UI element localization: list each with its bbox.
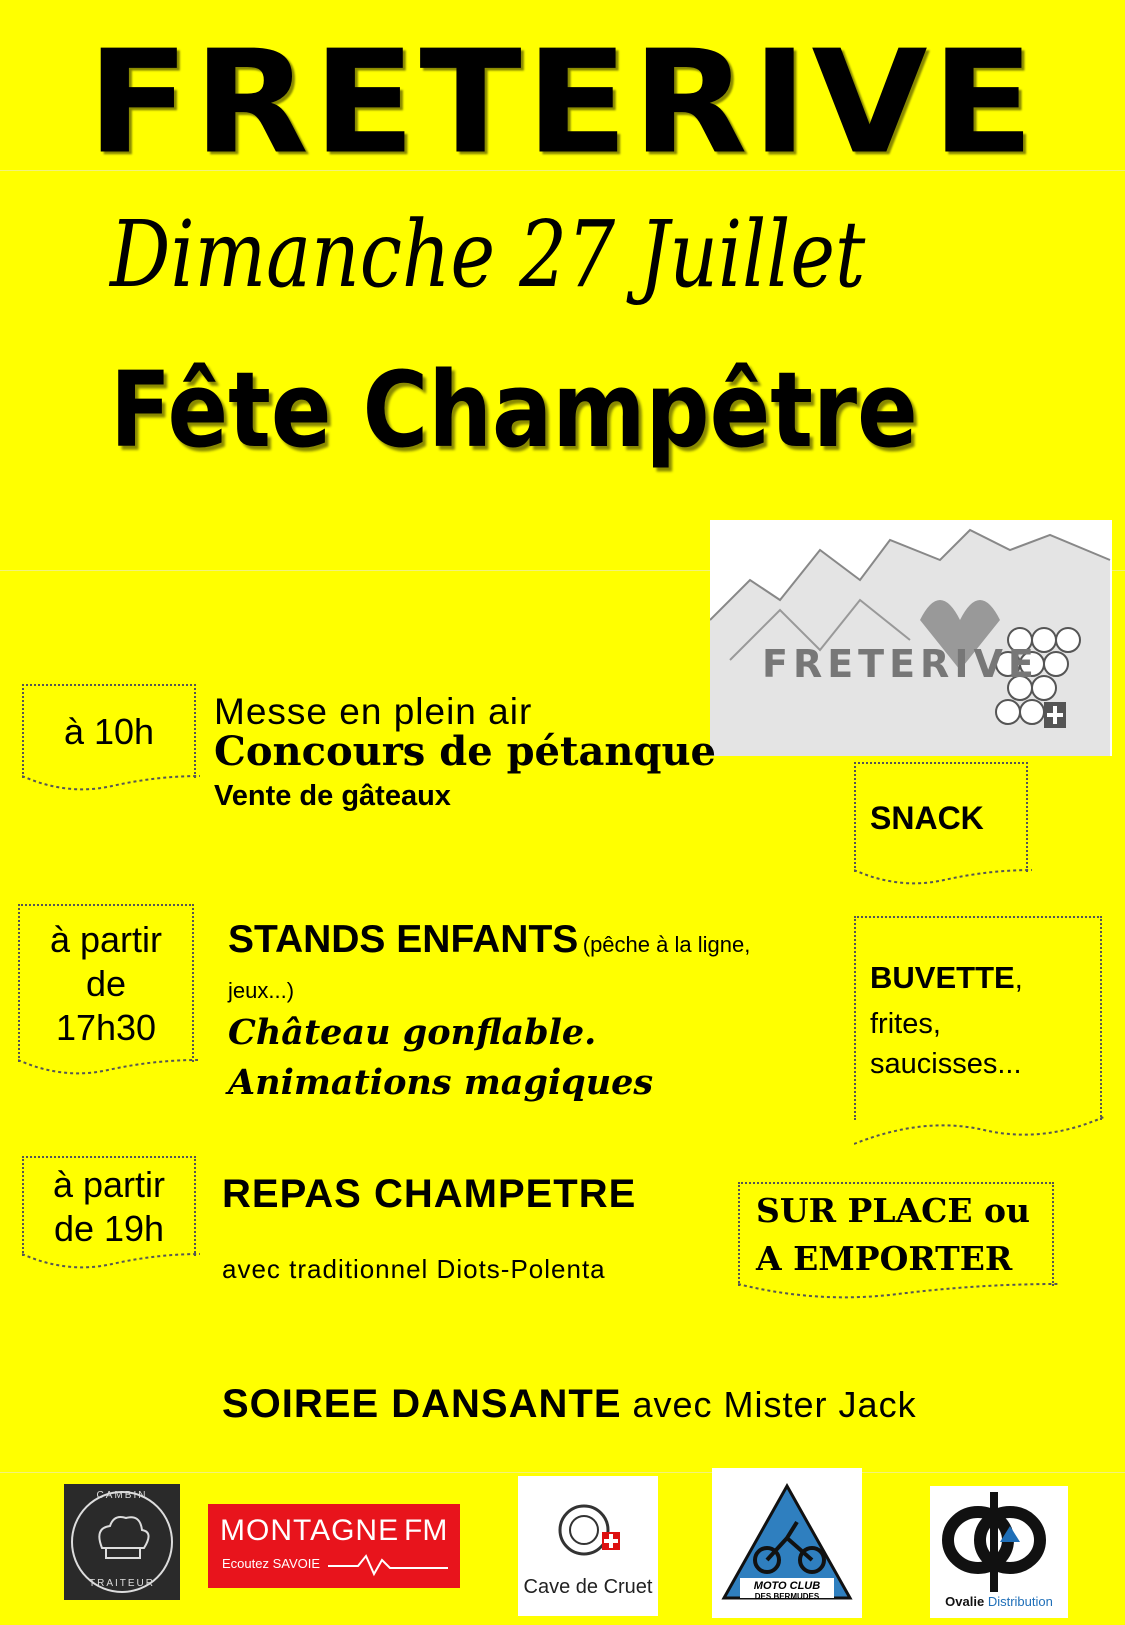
tag-wave-border [738,1282,1058,1306]
cambin-traiteur-logo [64,1484,180,1600]
activity-petanque: Concours de pétanque [214,728,716,775]
buvette-tag [854,916,1102,1120]
buvette-label: BUVETTE [870,960,1015,995]
moto-bermudes-text: DES BERMUDES [754,1592,820,1601]
village-title: FRETERIVE [86,20,1039,186]
time-label [50,918,162,1050]
cambin-text: CAMBIN [96,1490,148,1501]
montagne-text: MONTAGNE [220,1514,400,1547]
tag-wave-border [854,868,1032,892]
mountain-illustration-icon [710,520,1112,756]
cave-emblem-icon [518,1476,658,1576]
montagne-fm-logo [208,1504,460,1588]
snack-label: SNACK [870,799,984,836]
time-line: 17h30 [55,1007,157,1048]
activity-animations: Animations magiques [228,1062,654,1103]
place-line: A EMPORTER [756,1239,1013,1278]
village-logo [710,520,1112,756]
tag-wave-border [22,774,200,798]
logo-wordmark: FRETERIVE [762,642,1039,686]
stands-detail: (pêche à la ligne, [582,932,751,957]
ovalie-word: Ovalie [945,1594,985,1609]
event-date: Dimanche 27 Juillet [110,201,866,308]
stands-title: STANDS ENFANTS [228,918,579,961]
buvette-text [870,958,1023,1084]
time-label: à 10h [63,711,155,752]
buvette-comma: , [1014,963,1023,995]
ovalie-emblem-icon [930,1486,1068,1596]
cave-text: Cave de Cruet [523,1576,653,1598]
activity-messe: Messe en plein air [214,691,533,732]
time-line: à partir [49,919,163,960]
ovalie-text [930,1594,1068,1609]
activity-chateau: Château gonflable. [228,1012,597,1053]
place-line: SUR PLACE ou [756,1191,1031,1230]
time-tag-10h [22,684,196,778]
montagne-subtitle: Ecoutez SAVOIE [222,1556,321,1571]
buvette-line: frites, [870,1008,941,1040]
time-label [53,1163,165,1251]
ovalie-distribution-logo [930,1486,1068,1618]
tag-wave-border [22,1252,200,1276]
cave-de-cruet-logo [518,1476,658,1616]
repas-detail: avec traditionnel Diots-Polenta [222,1254,606,1284]
time-line: à partir [52,1164,166,1205]
soiree-title: SOIREE DANSANTE [222,1382,622,1426]
signal-wave-icon [328,1552,448,1578]
buvette-line: saucisses... [870,1048,1022,1080]
time-tag-17h30 [18,904,194,1062]
distribution-word: Distribution [987,1594,1053,1609]
moto-club-text: MOTO CLUB [753,1580,821,1592]
soiree-detail: avec Mister Jack [621,1384,917,1425]
tag-wave-border [18,1058,198,1082]
sur-place-tag [738,1182,1054,1286]
divider [0,1472,1125,1473]
activity-stands [228,918,808,962]
tag-wave-border [854,1114,1106,1150]
event-name: Fête Champêtre [110,349,918,471]
time-line: de [85,963,127,1004]
moto-club-logo [712,1468,862,1618]
time-tag-19h [22,1156,196,1256]
traiteur-text: TRAITEUR [89,1578,155,1589]
activity-repas: REPAS CHAMPETRE [222,1172,637,1216]
time-line: de 19h [53,1208,165,1249]
snack-tag [854,762,1028,872]
stands-detail-cont: jeux...) [228,978,295,1003]
activity-gateaux: Vente de gâteaux [214,780,451,812]
fm-text: FM [404,1514,448,1547]
sur-place-text [756,1187,1030,1283]
soiree-line [222,1382,917,1427]
